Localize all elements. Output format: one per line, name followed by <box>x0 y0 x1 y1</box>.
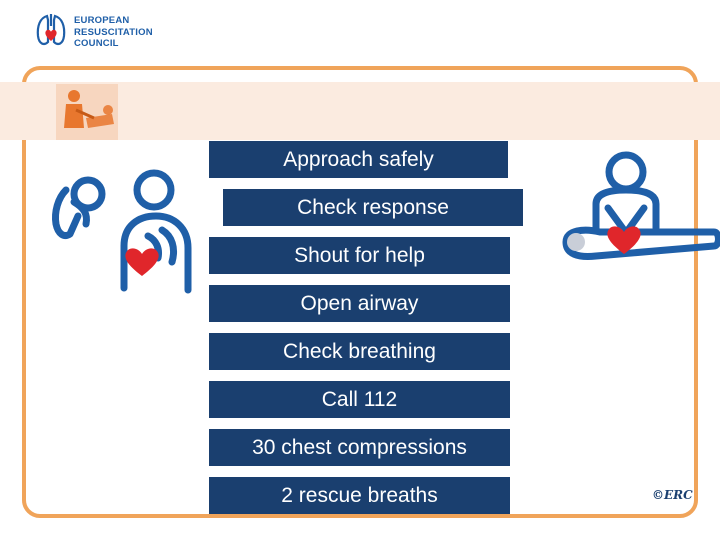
copyright-mark: ©ERC <box>652 488 693 502</box>
rescuer-calling-icon <box>44 168 204 298</box>
step-call-112: Call 112 <box>209 381 510 418</box>
step-30-chest-compressions: 30 chest compressions <box>209 429 510 466</box>
chest-compression-icon <box>556 150 720 268</box>
step-open-airway: Open airway <box>209 285 510 322</box>
step-2-rescue-breaths: 2 rescue breaths <box>209 477 510 514</box>
step-check-response: Check response <box>223 189 523 226</box>
logo-line-2: RESUSCITATION <box>74 26 153 38</box>
step-approach-safely: Approach safely <box>209 141 508 178</box>
logo-line-1: EUROPEAN <box>74 15 130 26</box>
logo-line-3: COUNCIL <box>74 38 119 49</box>
step-check-breathing: Check breathing <box>209 333 510 370</box>
step-shout-for-help: Shout for help <box>209 237 510 274</box>
